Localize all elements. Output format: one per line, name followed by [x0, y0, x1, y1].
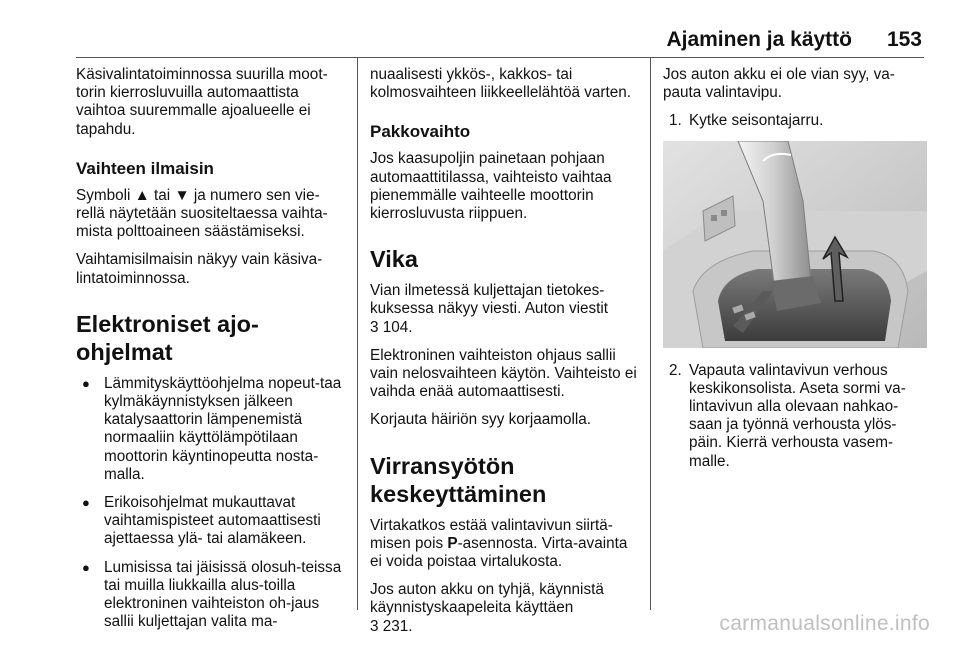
list-item: [663, 112, 929, 130]
gear-indicator-paragraph-2: Vaihtamisilmaisin näkyy vain käsiva-lintatoiminnossa.: [76, 251, 323, 287]
power-heading-line-1: Virransyötön: [370, 452, 515, 479]
gear-indicator-heading: Vaihteen ilmaisin: [76, 158, 214, 178]
column-1: [76, 66, 344, 641]
fault-heading: Vika: [370, 246, 418, 273]
power-text-c: Jos auton akku on tyhjä, käynnistä käynnistyskaapeleita käyttäen: [370, 581, 604, 617]
gear-indicator-paragraph-1: Symboli ▲ tai ▼ ja numero sen vie-rellä näytetään suositeltaessa vaihta-mista polttoaineen säästämiseksi.: [76, 186, 328, 241]
page-number: 153: [886, 28, 922, 51]
fault-text: Vian ilmetessä kuljettajan tietokes-kuksessa näkyy viesti. Auton viestit: [370, 282, 609, 318]
manual-mode-paragraph: Käsivalintatoiminnossa suurilla moot-torin kierrosluvuilla automaattista vaihtoa suuremmalle ajoalueelle ei tapahdu.: [76, 66, 328, 138]
list-item: ● Erikoisohjelmat mukauttavat vaihtamispisteet automaattisesti ajettaessa ylä- tai alamäkeen.: [76, 494, 344, 549]
battery-intro-paragraph: Jos auton akku ei ole vian syy, va-pauta valintavipu.: [663, 66, 895, 102]
header-rule: [76, 57, 924, 58]
page-reference-link[interactable]: 3 231.: [370, 617, 413, 635]
power-paragraph-1: [370, 517, 638, 572]
steps-list: [663, 112, 929, 130]
fault-paragraph-2: Elektroninen vaihteiston ohjaus sallii vain nelosvaihteen käytön. Vaihteisto ei vaihda enää automaattisesti.: [370, 346, 637, 401]
electronic-programs-heading: Elektroniset ajo-ohjelmat: [76, 310, 259, 365]
gear-selector-photo: [663, 141, 927, 348]
step-text: Vapauta valintavivun verhous keskikonsolista. Aseta sormi va-lintavivun alla olevaan nahkao-saan ja työnnä verhousta ylös-päin. Kierrä verhousta vasem-malle.: [689, 361, 906, 470]
power-paragraph-2: [370, 581, 638, 636]
power-heading-line-2: keskeyttäminen: [370, 480, 547, 507]
column-divider-2: [650, 58, 651, 610]
column-divider-1: [357, 58, 358, 610]
park-position-symbol: P: [447, 534, 458, 552]
page-header-title: Ajaminen ja käyttö: [666, 28, 852, 51]
list-item: [663, 362, 929, 471]
column-3: [663, 66, 929, 481]
programs-list: [76, 375, 344, 632]
list-item: ● Lumisissa tai jäisissä olosuh-teissa tai muilla liukkailla alus-toilla elektroninen vaihteiston oh-jaus sallii kuljettajan valita ma-: [76, 559, 344, 632]
watermark-text: carmanualsonline.info: [719, 612, 930, 635]
step-number: 1.: [669, 112, 682, 130]
fault-paragraph-3: Korjauta häiriön syy korjaamolla.: [370, 411, 592, 429]
step-number: 2.: [669, 361, 682, 379]
power-text-b: -asennosta. Virta-avainta ei voida poistaa virtalukosta.: [370, 534, 628, 571]
power-interruption-heading: [370, 452, 638, 508]
continuation-paragraph: nuaalisesti ykkös-, kakkos- tai kolmosvaihteen liikkeellelähtöä varten.: [370, 66, 632, 102]
fault-paragraph-1: [370, 282, 638, 337]
step-text: Kytke seisontajarru.: [689, 112, 824, 130]
page-reference-link[interactable]: 3 104.: [370, 318, 413, 336]
kickdown-paragraph: Jos kaasupoljin painetaan pohjaan automaattitilassa, vaihteisto vaihtaa pienemmälle vaihteelle moottorin kierrosluvusta riippuen.: [370, 150, 612, 223]
steps-list-continued: [663, 362, 929, 471]
kickdown-heading: Pakkovaihto: [370, 122, 471, 142]
power-text-a: Virtakatkos estää valintavivun siirtä-misen pois: [370, 516, 613, 552]
list-item: ● Lämmityskäyttöohjelma nopeut-taa kylmäkäynnistyksen jälkeen katalysaattorin lämpenemistä normaaliin käyttölämpötilaan moottorin käyntinopeutta nosta-malla.: [76, 375, 344, 484]
column-2: [370, 66, 638, 646]
